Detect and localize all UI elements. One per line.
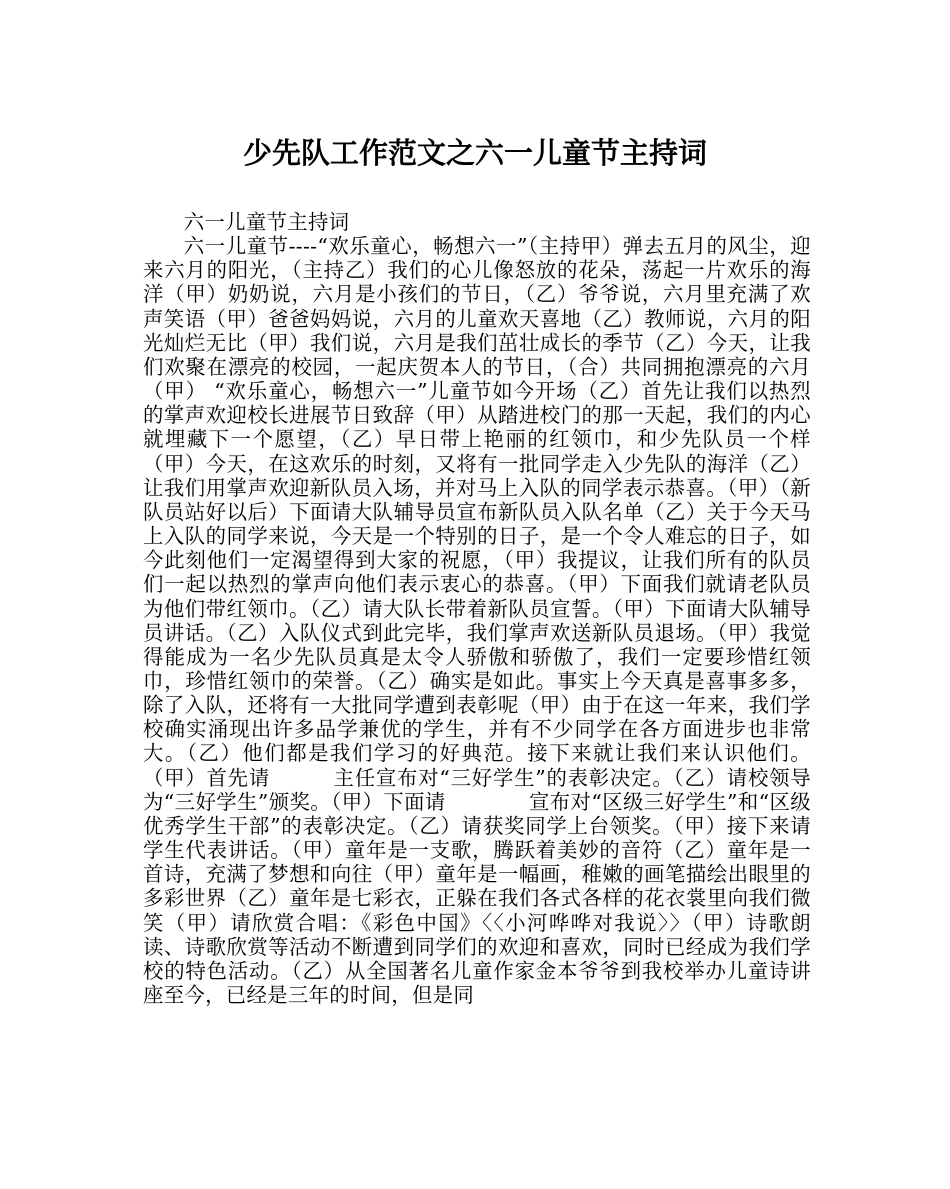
body-paragraph: 六一儿童节----“欢乐童心，畅想六一”（主持甲）弹去五月的风尘，迎来六月的阳光，（主持乙）我们的心儿像怒放的花朵，荡起一片欢乐的海洋（甲）奶奶说，六月是小孩们的节日，（乙）爷爷说，六月里充满了欢声笑语（甲）爸爸妈妈说，六月的儿童欢天喜地（乙）教师说，六月的阳光灿烂无比（甲）我们说，六月是我们茁壮成长的季节（乙）今天，让我们欢聚在漂亮的校园，一起庆贺本人的节日，（合）共同拥抱漂亮的六月（甲） “欢乐童心，畅想六一”儿童节如今开场（乙）首先让我们以热烈的掌声欢迎校长进展节日致辞（甲）从踏进校门的那一天起，我们的内心就埋藏下一个愿望，（乙）早日带上艳丽的红领巾，和少先队员一个样（甲）今天，在这欢乐的时刻，又将有一批同学走入少先队的海洋（乙）让我们用掌声欢迎新队员入场，并对马上入队的同学表示恭喜。（甲）（新队员站好以后）下面请大队辅导员宣布新队员入队名单（乙）关于今天马上入队的同学来说，今天是一个特别的日子，是一个令人难忘的日子，如今此刻他们一定渴望得到大家的祝愿，（甲）我提议，让我们所有的队员们一起以热烈的掌声向他们表示衷心的恭喜。（甲）下面我们就请老队员为他们带红领巾。（乙）请大队长带着新队员宣誓。（甲）下面请大队辅导员讲话。（乙）入队仪式到此完毕，我们掌声欢送新队员退场。（甲）我觉得能成为一名少先队员真是太令人骄傲和骄傲了，我们一定要珍惜红领巾，珍惜红领巾的荣誉。（乙）确实是如此。事实上今天真是喜事多多，除了入队，还将有一大批同学遭到表彰呢（甲）由于在这一年来，我们学校确实涌现出许多品学兼优的学生，并有不少同学在各方面进步也非常大。（乙）他们都是我们学习的好典范。接下来就让我们来认识他们。（甲）首先请 主任宣布对“三好学生”的表彰决定。（乙）请校领导为“三好学生”颁奖。（甲）下面请 宣布对“区级三好学生”和“区级优秀学生干部”的表彰决定。（乙）请获奖同学上台领奖。（甲）接下来请学生代表讲话。（甲）童年是一支歌，腾跃着美妙的音符（乙）童年是一首诗，充满了梦想和向往（甲）童年是一幅画，稚嫩的画笔描绘出眼里的多彩世界（乙）童年是七彩衣，正躲在我们各式各样的花衣裳里向我们微笑（甲）请欣赏合唱：《彩色中国》〈〈小河哗哗对我说〉〉（甲）诗歌朗读、诗歌欣赏等活动不断遭到同学们的欢迎和喜欢，同时已经成为我们学校的特色活动。（乙）从全国著名儿童作家金本爷爷到我校举办儿童诗讲座至今，已经是三年的时间，但是同 [143, 234, 811, 1007]
document-title: 少先队工作范文之六一儿童节主持词 [242, 136, 707, 170]
subtitle-paragraph: 六一儿童节主持词 [183, 210, 350, 234]
document-body [143, 210, 811, 1007]
